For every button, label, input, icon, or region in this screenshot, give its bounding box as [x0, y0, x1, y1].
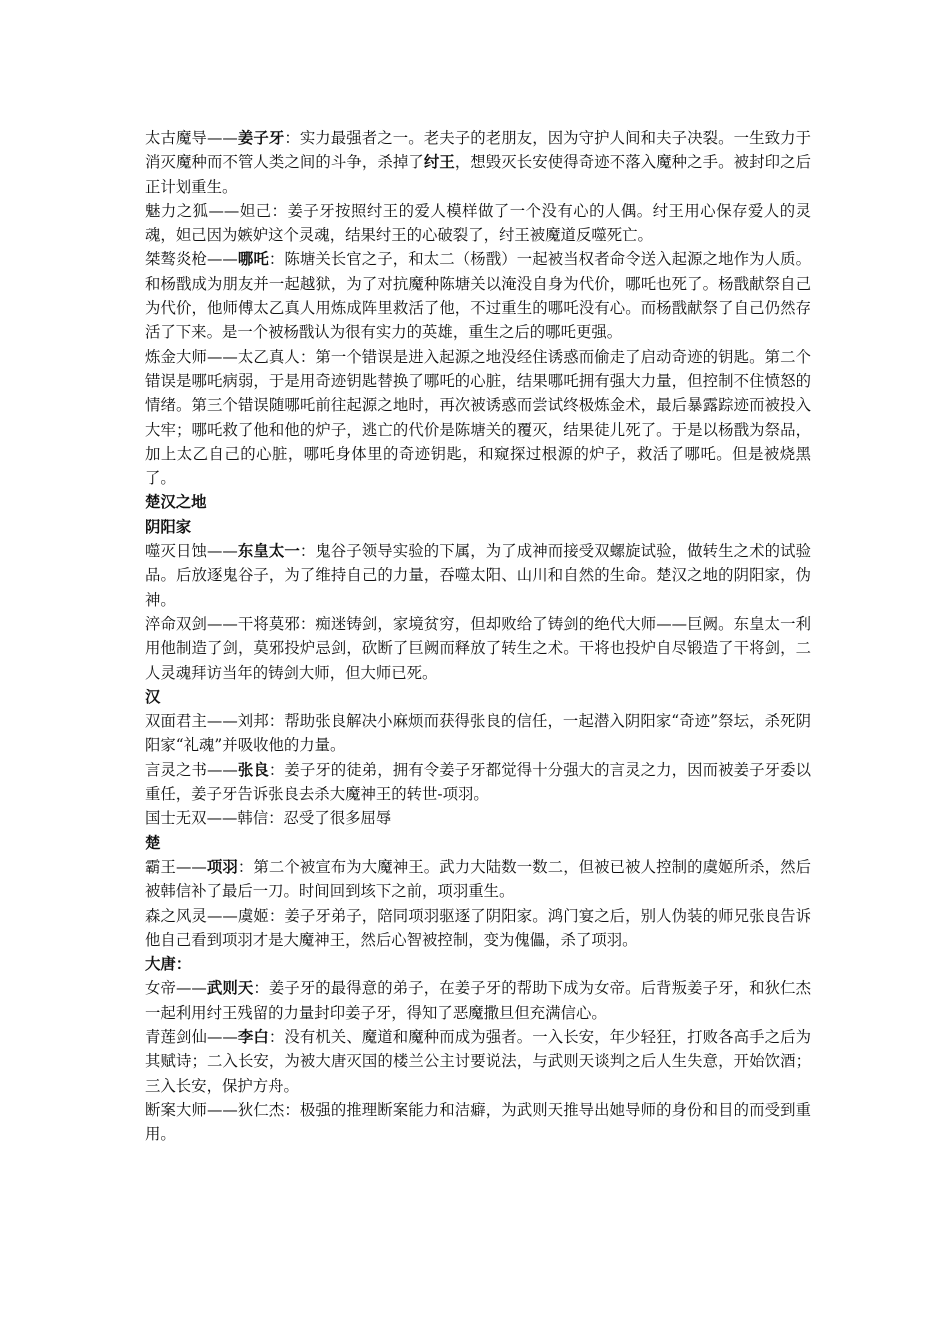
entry-daji: 魅力之狐——妲己：姜子牙按照纣王的爱人模样做了一个没有心的人偶。纣王用心保存爱人的灵魂，妲己因为嫉妒这个灵魂，结果纣王的心破裂了，纣王被魔道反噬死亡。	[145, 201, 811, 245]
bold-name: 东皇太一	[237, 542, 300, 561]
entry-jiang-ziya: 太古魔导——姜子牙：实力最强者之一。老夫子的老朋友，因为守护人间和夫子决裂。一生致力于消灭魔种而不管人类之间的斗争，杀掉了纣王，想毁灭长安使得奇迹不落入魔种之手。被封印之后正计划重生。	[145, 129, 811, 196]
entry-liubang: 双面君主——刘邦：帮助张良解决小麻烦而获得张良的信任，一起潜入阴阳家“奇迹”祭坛，杀死阴阳家“礼魂”并吸收他的力量。	[145, 712, 811, 755]
entry-direnjie: 断案大师——狄仁杰：极强的推理断案能力和洁癖，为武则天推导出她导师的身份和目的而受到重用。	[145, 1100, 811, 1144]
bold-name: 李白	[237, 1027, 269, 1046]
entry-taiyi: 炼金大师——太乙真人：第一个错误是进入起源之地没经住诱惑而偷走了启动奇迹的钥匙。第二个错误是哪吒病弱，于是用奇迹钥匙替换了哪吒的心脏，结果哪吒拥有强大力量，但控制不住愤怒的情绪。第三个错误随哪吒前往起源之地时，再次被诱惑而尝试终极炼金术，最后暴露踪迹而被投入大牢；哪吒救了他和他的炉子，逃亡的代价是陈塘关的覆灭，结果徒儿死了。于是以杨戬为祭品，加上太乙自己的心脏，哪吒身体里的奇迹钥匙，和窥探过根源的炉子，救活了哪吒。但是被烧黑了。	[145, 347, 811, 488]
bold-name: 张良	[237, 760, 269, 779]
entry-ganjiang-moye: 淬命双剑——干将莫邪：痴迷铸剑，家境贫穷，但却败给了铸剑的绝代大师——巨阙。东皇太一利用他制造了剑，莫邪投炉忌剑，砍断了巨阙而释放了转生之术。干将也投炉自尽锻造了干将剑，二人灵魂拜访当年的铸剑大师，但大师已死。	[145, 614, 811, 682]
entry-donghuang: 噬灭日蚀——东皇太一：鬼谷子领导实验的下属，为了成神而接受双螺旋试验，做转生之术的试验品。后放逐鬼谷子，为了维持自己的力量，吞噬太阳、山川和自然的生命。楚汉之地的阴阳家，伪神。	[145, 542, 811, 609]
section-heading-datang: 大唐：	[145, 955, 192, 974]
document-page	[145, 126, 811, 1146]
entry-xiangyu: 霸王——项羽：第二个被宣布为大魔神王。武力大陆数一数二，但被已被人控制的虞姬所杀，然后被韩信补了最后一刀。时间回到垓下之前，项羽重生。	[145, 857, 811, 901]
entry-libai: 青莲剑仙——李白：没有机关、魔道和魔种而成为强者。一入长安，年少轻狂，打败各高手之后为其赋诗；二入长安，为被大唐灭国的楼兰公主讨要说法，与武则天谈判之后人生失意，开始饮酒；三入长安，保护方舟。	[145, 1027, 811, 1095]
bold-name: 纣王	[423, 153, 455, 172]
bold-name: 武则天	[206, 979, 254, 998]
section-heading-chuhan: 楚汉之地	[145, 493, 207, 512]
entry-nezha: 桀骜炎枪——哪吒：陈塘关长官之子，和太二（杨戬）一起被当权者命令送入起源之地作为人质。和杨戬成为朋友并一起越狱，为了对抗魔种陈塘关以淹没自身为代价，哪吒也死了。杨戬献祭自己为代价，他师傅太乙真人用炼成阵里救活了他，不过重生的哪吒没有心。而杨戬献祭了自己仍然存活了下来。是一个被杨戬认为很有实力的英雄，重生之后的哪吒更强。	[145, 250, 811, 342]
entry-hanxin: 国士无双——韩信：忍受了很多屈辱	[145, 809, 392, 828]
entry-wuzetian: 女帝——武则天：姜子牙的最得意的弟子，在姜子牙的帮助下成为女帝。后背叛姜子牙，和狄仁杰一起利用纣王残留的力量封印姜子牙，得知了恶魔撒旦但充满信心。	[145, 979, 811, 1022]
bold-name: 哪吒	[237, 250, 269, 269]
section-heading-chu: 楚	[145, 833, 161, 852]
section-heading-han: 汉	[145, 687, 161, 706]
entry-zhangliang: 言灵之书——张良：姜子牙的徒弟，拥有令姜子牙都觉得十分强大的言灵之力，因而被姜子牙委以重任，姜子牙告诉张良去杀大魔神王的转世-项羽。	[145, 760, 811, 804]
bold-name: 项羽	[206, 857, 238, 876]
section-heading-yinyang: 阴阳家	[145, 517, 192, 536]
bold-name: 姜子牙	[237, 129, 285, 147]
entry-yuji: 森之风灵——虞姬：姜子牙弟子，陪同项羽驱逐了阴阳家。鸿门宴之后，别人伪装的师兄张良告诉他自己看到项羽才是大魔神王，然后心智被控制，变为傀儡，杀了项羽。	[145, 906, 811, 949]
